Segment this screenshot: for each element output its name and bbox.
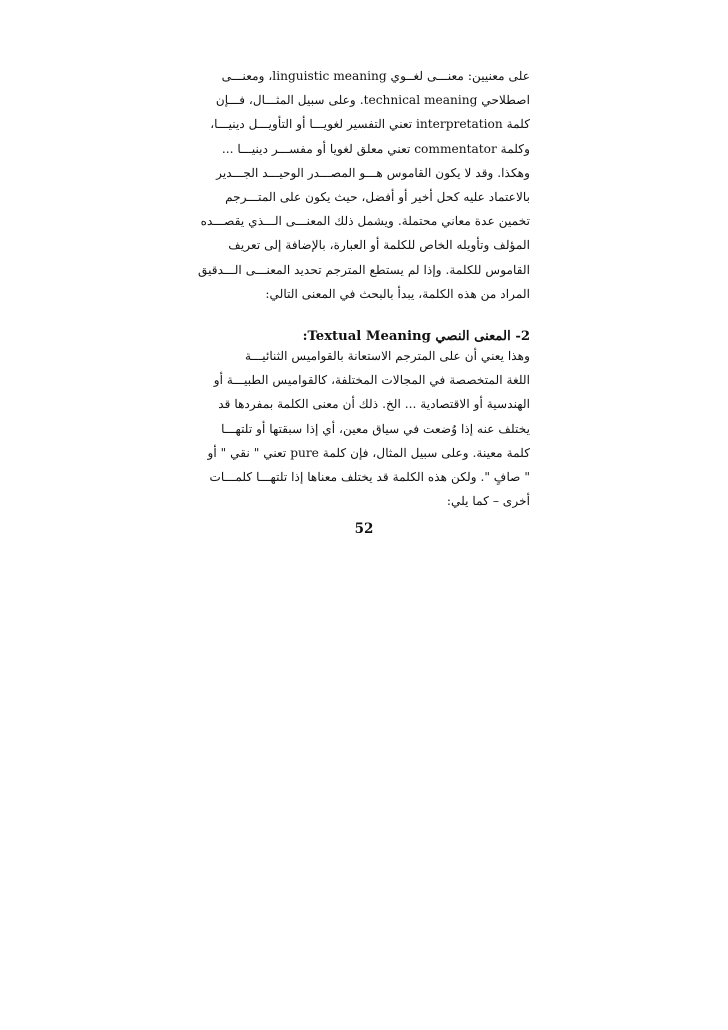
text-line: المؤلف وتأويله الخاص للكلمة أو العبارة، بالإضافة إلى تعريف <box>228 238 530 253</box>
text-line: تخمين عدة معاني محتملة. ويشمل ذلك المعنـــى الـــذي يقصـــده <box>200 214 530 229</box>
text-line: الهندسية أو الاقتصادية ... الخ. ذلك أن معنى الكلمة بمفردها قد <box>218 397 530 412</box>
paragraph-dictionary-meaning <box>197 64 530 306</box>
text-line: وهكذا. وقد لا يكون القاموس هـــو المصـــدر الوحيـــد الجـــدير <box>216 165 530 180</box>
text-line: أخرى – كما يلي: <box>446 494 530 509</box>
text-line: اصطلاحي technical meaning. وعلى سبيل المثـــال، فـــإن <box>215 93 530 108</box>
text-line: اللغة المتخصصة في المجالات المختلفة، كالقواميس الطبيـــة أو <box>213 373 530 388</box>
paragraph-textual-meaning <box>207 344 530 513</box>
text-line: بالاعتماد عليه كحل أخير أو أفضل، حيث يكون على المتـــرجم <box>225 189 530 204</box>
text-line: كلمة معينة. وعلى سبيل المثال، فإن كلمة pure تعني " نقي " أو <box>207 445 530 460</box>
page-number: 52 <box>354 521 374 537</box>
text-line: يختلف عنه إذا وُضعت في سياق معين، أي إذا سبقتها أو تلتهـــا <box>221 421 530 436</box>
text-line: وهذا يعني أن على المترجم الاستعانة بالقواميس الثنائيـــة <box>245 349 530 363</box>
text-line: وكلمة commentator تعني معلق لغويا أو مفســـر دينيـــا ... <box>221 141 530 156</box>
text-line: كلمة interpretation تعني التفسير لغويـــا أو التأويـــل دينيـــا، <box>210 117 530 132</box>
text-line: على معنيين: معنـــى لغــوي linguistic meaning، ومعنـــى <box>221 69 530 83</box>
section-heading: 2- المعنى النصي Textual Meaning: <box>302 329 530 344</box>
text-line: المراد من هذه الكلمة، يبدأ بالبحث في المعنى التالي: <box>265 286 530 301</box>
text-line: " صافٍ ". ولكن هذه الكلمة قد يختلف معناها إذا تلتهـــا كلمـــات <box>209 469 530 484</box>
text-line: القاموس للكلمة. وإذا لم يستطع المترجم تحديد المعنـــى الـــدقيق <box>197 262 530 277</box>
